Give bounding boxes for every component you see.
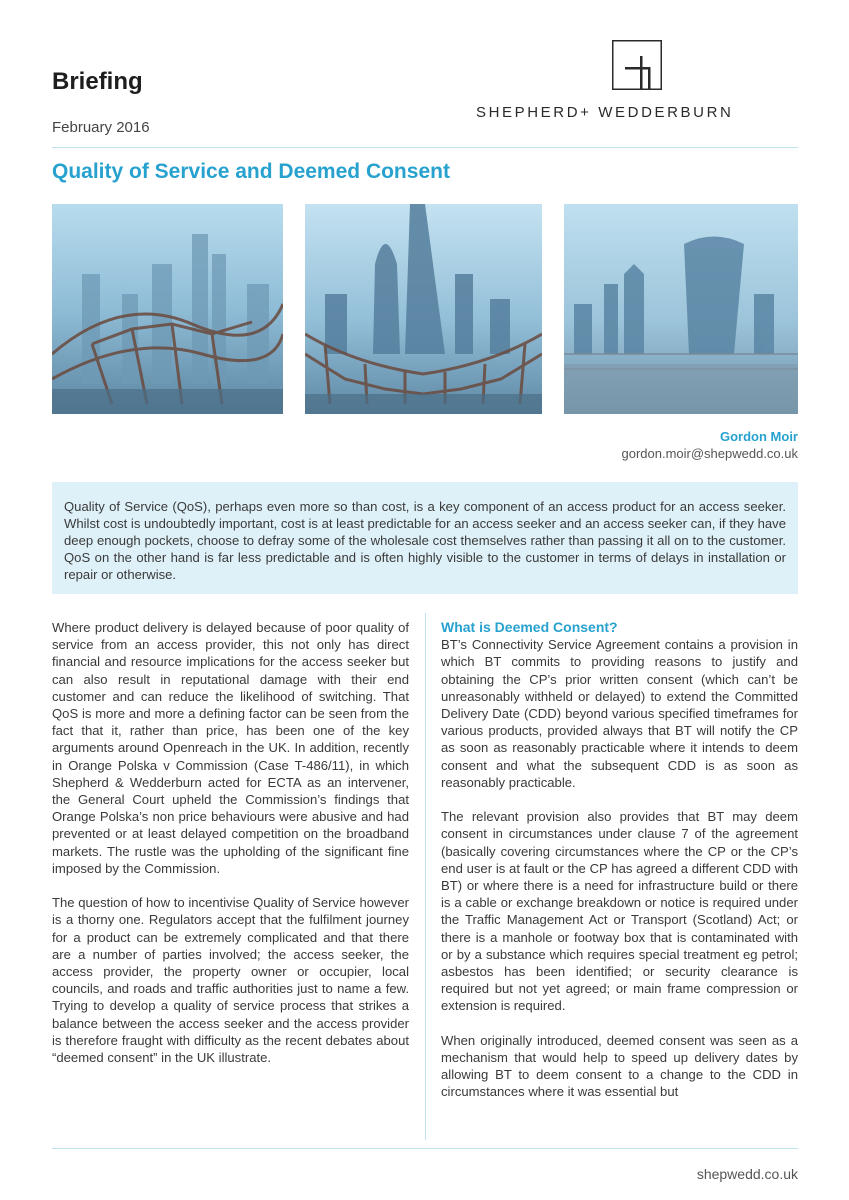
intro-paragraph: Quality of Service (QoS), perhaps even more so than cost, is a key component of an access product for an access seeker. Whilst cost is undoubtedly important, cost is at least predictable for an access seeker and an access seeker can, if they have deep enough pockets, choose to defray some of the wholesale cost themselves rather than passing it all on to the customer. QoS on the other hand is far less predictable and is often highly visible to the customer in terms of delays in installation or repair or otherwise. — [64, 499, 786, 582]
body-paragraph: The relevant provision also provides that BT may deem consent in circumstances under clause 7 of the agreement (basically covering circumstances where the CP or the CP’s end user is at fault or the CP has agreed a different CDD with BT) or where there is a need for infrastructure build or there is a cable or exchange breakdown or notice is required under the Traffic Management Act or Transport (Scotland) Act; or there is a manhole or footway box that is contaminated with or by a substance which requires special treatment eg petrol; asbestos has been identified; or security clearance is required but not yet agreed; or main frame compression or extension is required. — [441, 809, 798, 1014]
footer-rule — [52, 1148, 798, 1149]
city-bridge-photo-1 — [52, 204, 283, 414]
firm-logo-wordmark: SHEPHERD+ WEDDERBURN — [476, 104, 734, 121]
header-rule — [52, 147, 798, 148]
body-paragraph: Where product delivery is delayed because of poor quality of service from an access provider, this not only has direct financial and resource implications for the access seeker but can also result in reputational damage with their end customer and can reduce the likelihood of switching. That QoS is more and more a defining factor can be seen from the fact that it, rather than price, has been one of the key arguments around Openreach in the UK. In addition, recently in Orange Polska v Commission (Case T-486/11), in which Shepherd & Wedderburn acted for ECTA as an intervener, the General Court upheld the Commission’s findings that Orange Polska’s non price behaviours were abusive and had prevented or at least delayed competition on the broadband markets. The rustle was the upholding of the significant fine imposed by the Commission. — [52, 620, 409, 876]
left-column — [52, 619, 409, 1083]
city-bridge-photo-2 — [305, 204, 542, 414]
footer-website-link[interactable]: shepwedd.co.uk — [696, 1166, 798, 1182]
body-paragraph: BT’s Connectivity Service Agreement contains a provision in which BT commits to providing reasons to justify and obtaining the CP’s prior written consent (which can’t be unreasonably withheld or delayed) to extend the Committed Delivery Date (CDD) beyond various specified timeframes for various products, provided always that BT will notify the CP as soon as reasonably practicable where it intends to deem consent and what the subsequent CDD is as soon as reasonably practicable. — [441, 637, 798, 790]
firm-logo-mark — [612, 40, 662, 90]
intro-box — [52, 482, 798, 594]
body-paragraph: The question of how to incentivise Quality of Service however is a thorny one. Regulators accept that the fulfilment journey for a product can be extremely complicated and that there are a number of parties involved; the access seeker, the access provider, the property owner or occupier, local councils, and roads and traffic authorities just to name a few. Trying to develop a quality of service process that strikes a balance between the access seeker and the access provider is therefore fraught with difficulty as the recent debates about “deemed consent” in the UK illustrate. — [52, 895, 409, 1066]
author-name: Gordon Moir — [720, 429, 798, 444]
document-date: February 2016 — [52, 119, 150, 136]
right-column — [441, 619, 798, 1118]
column-divider — [425, 613, 426, 1140]
briefing-title: Quality of Service and Deemed Consent — [52, 160, 450, 183]
section-heading: What is Deemed Consent? — [441, 619, 618, 635]
author-email-link[interactable]: gordon.moir@shepwedd.co.uk — [621, 446, 798, 461]
city-bridge-photo-3 — [564, 204, 798, 414]
body-paragraph: When originally introduced, deemed consent was seen as a mechanism that would help to speed up delivery dates by allowing BT to deem consent to a change to the CDD in circumstances where it was essential but — [441, 1032, 798, 1100]
document-type-heading: Briefing — [52, 68, 143, 95]
